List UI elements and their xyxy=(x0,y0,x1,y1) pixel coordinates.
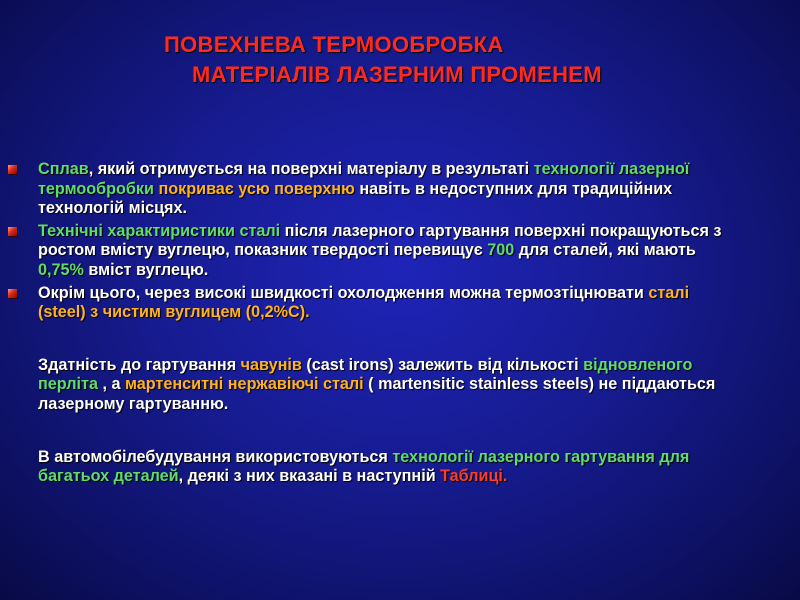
slide-body xyxy=(38,160,728,490)
text-segment: для сталей, які мають xyxy=(514,241,696,260)
paragraph-2 xyxy=(38,222,728,281)
text-segment: Таблиці. xyxy=(440,467,508,486)
text-segment: , який отримується на поверхні матеріалу в результаті xyxy=(88,160,534,178)
text-segment: , а xyxy=(97,375,125,394)
square-bullet-icon xyxy=(8,165,17,174)
text-segment: сталі (steel) з чистим вуглицем (0,2%С). xyxy=(38,283,690,322)
text-segment: Сплав xyxy=(38,160,89,178)
square-bullet-icon xyxy=(8,289,17,298)
slide-title-line-2: МАТЕРІАЛІВ ЛАЗЕРНИМ ПРОМЕНЕМ xyxy=(192,62,602,87)
paragraph-3 xyxy=(38,284,728,323)
text-segment: 0,75% xyxy=(38,260,84,279)
text-segment: покриває усю поверхню xyxy=(158,179,355,198)
text-segment: технології лазерного гартування для багатьох деталей xyxy=(38,447,690,486)
paragraph-1 xyxy=(38,160,728,219)
text-segment: навіть в недоступних для традиційних технологій місцях. xyxy=(38,179,673,218)
text-segment: відновленого перліта xyxy=(38,355,693,394)
text-segment: мартенситні нержавіючі сталі xyxy=(124,375,364,394)
text-segment: ( martensitic stainless steels) не піддаються лазерному гартуванню. xyxy=(38,375,716,413)
text-segment: В автомобілебудування використовуються xyxy=(38,447,393,466)
paragraph-5 xyxy=(38,448,728,487)
text-segment: Здатність до гартування xyxy=(38,355,241,374)
text-segment: після лазерного гартування поверхні покращуються з ростом вмісту вуглецю, показник твердості перевищує xyxy=(38,221,722,260)
text-segment: вміст вуглецю. xyxy=(83,260,209,279)
text-segment: 700 xyxy=(487,241,515,260)
paragraph-4 xyxy=(38,356,728,415)
text-segment: (cast irons) залежить від кількості xyxy=(301,355,584,374)
text-segment: технології лазерної термообробки xyxy=(38,160,690,198)
square-bullet-icon xyxy=(8,227,17,236)
text-segment: , деякі з них вказані в наступній xyxy=(178,467,441,486)
text-segment: Окрім цього, через високі швидкості охолодження можна термозтіцнювати xyxy=(38,283,649,302)
text-segment: Технічні характиристики сталі xyxy=(38,221,281,240)
slide-title-line-1: ПОВЕХНЕВА ТЕРМООБРОБКА xyxy=(164,32,504,57)
text-segment: чавунів xyxy=(240,355,302,374)
